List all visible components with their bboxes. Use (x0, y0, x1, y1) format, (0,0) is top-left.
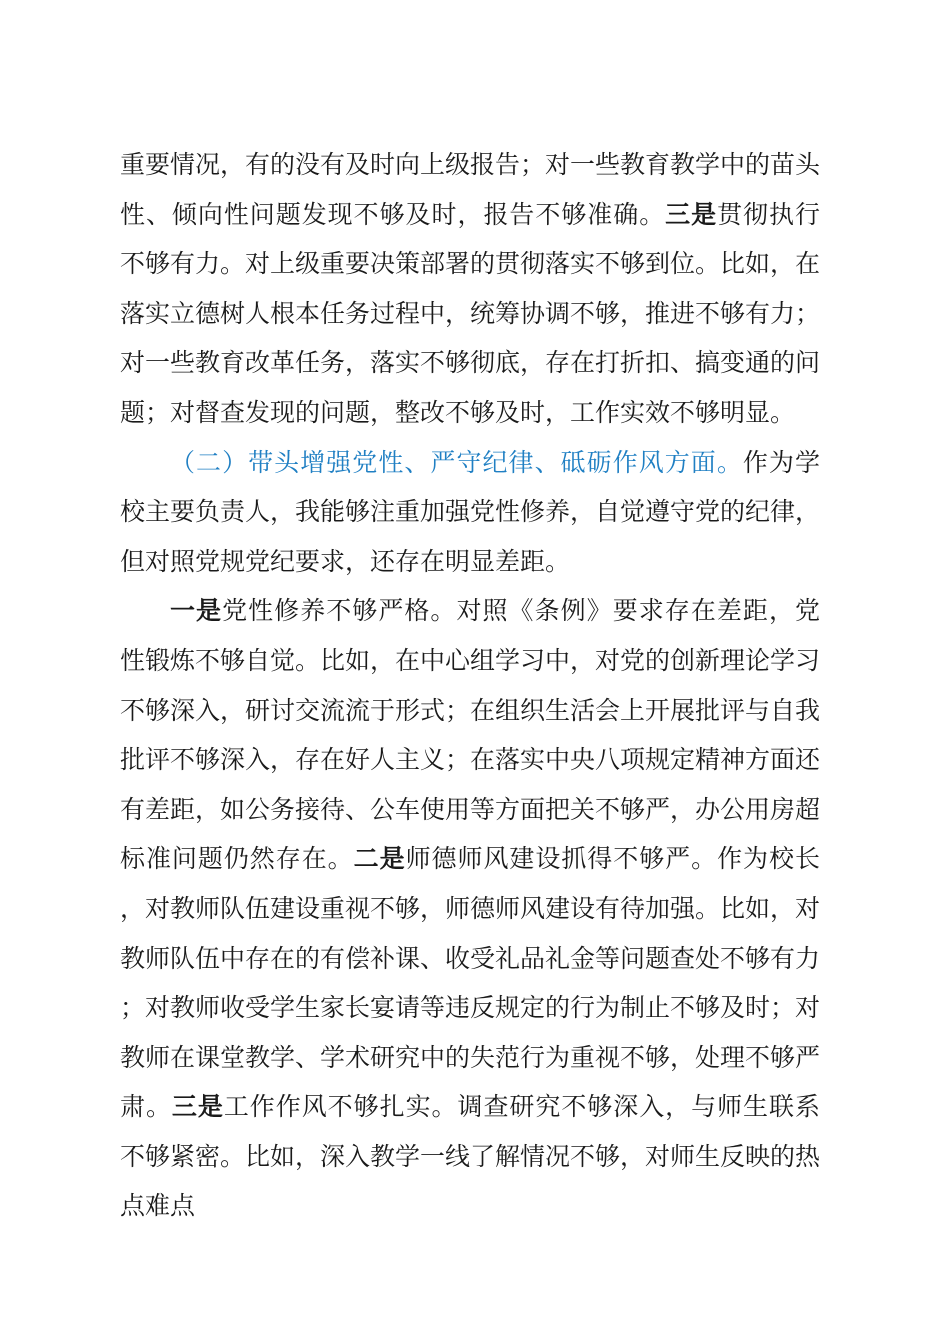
emphasis-san-shi-2: 三是 (171, 1092, 224, 1122)
paragraph-3 (120, 586, 820, 1231)
paragraph-3-text-3: 工作作风不够扎实。调查研究不够深入，与师生联系不够紧密。比如，深入教学一线了解情况不够，对师生反映的热点难点 (120, 1092, 821, 1221)
document-body (120, 140, 820, 1231)
paragraph-2-text: 作为学校主要负责人，我能够注重加强党性修养，自觉遵守党的纪律，但对照党规党纪要求，还存在明显差距。 (120, 447, 821, 576)
paragraph-1-text: 重要情况，有的没有及时向上级报告；对一些教育教学中的苗头性、倾向性问题发现不够及时，报告不够准确。 (120, 150, 821, 229)
paragraph-3-text-2: 师德师风建设抓得不够严。作为校长，对教师队伍建设重视不够，师德师风建设有待加强。比如，对教师队伍中存在的有偿补课、收受礼品礼金等问题查处不够有力；对教师收受学生家长宴请等违反规定的行为制止不够及时；对教师在课堂教学、学术研究中的失范行为重视不够，处理不够严肃。 (120, 844, 821, 1122)
emphasis-er-shi: 二是 (353, 844, 406, 874)
section-heading: （二）带头增强党性、严守纪律、砥砺作风方面。 (170, 447, 743, 477)
paragraph-3-text-1: 党性修养不够严格。对照《条例》要求存在差距，党性锻炼不够自觉。比如，在中心组学习中，对党的创新理论学习不够深入，研讨交流流于形式；在组织生活会上开展批评与自我批评不够深入，存在好人主义；在落实中央八项规定精神方面还有差距，如公务接待、公车使用等方面把关不够严，办公用房超标准问题仍然存在。 (120, 596, 821, 874)
emphasis-yi-shi: 一是 (170, 596, 223, 626)
paragraph-1-text-continued: 贯彻执行不够有力。对上级重要决策部署的贯彻落实不够到位。比如，在落实立德树人根本任务过程中，统筹协调不够，推进不够有力；对一些教育改革任务，落实不够彻底，存在打折扣、搞变通的问题；对督查发现的问题，整改不够及时，工作实效不够明显。 (120, 199, 821, 427)
paragraph-1 (120, 140, 820, 438)
emphasis-san-shi: 三是 (665, 199, 718, 229)
paragraph-2 (120, 438, 820, 587)
